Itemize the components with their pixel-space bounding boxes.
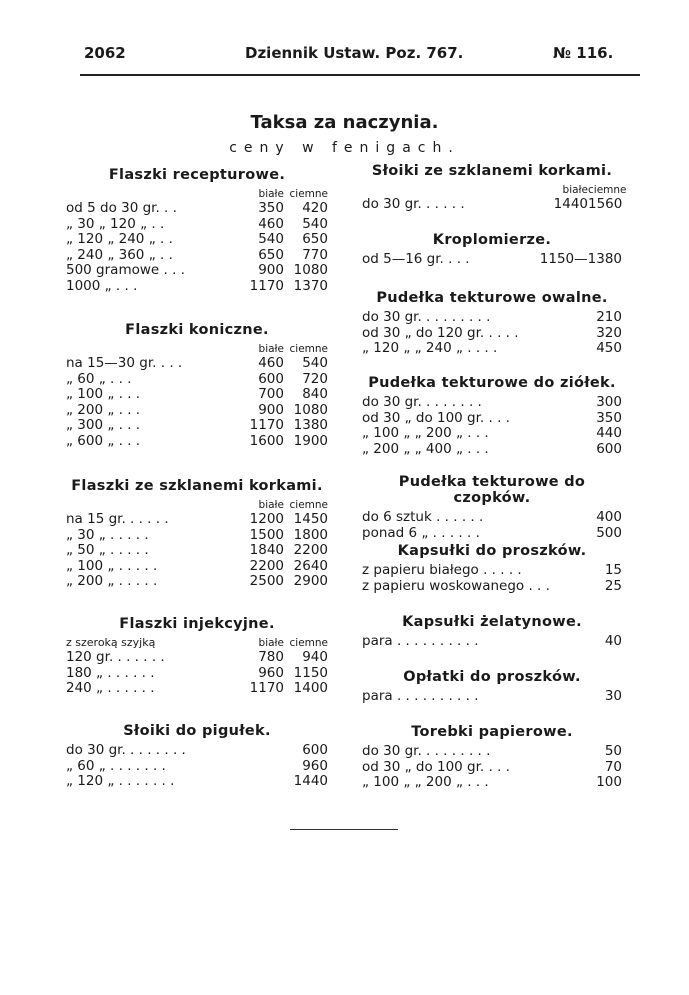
- column-headers: [66, 342, 328, 356]
- section-sloikork: [362, 163, 627, 213]
- header-rule: [80, 74, 640, 76]
- price-value: 210: [596, 309, 622, 325]
- price-value: 400: [596, 509, 622, 525]
- price-value: 1440: [553, 196, 588, 212]
- column-header: białe: [258, 499, 284, 511]
- price-row: [362, 326, 622, 342]
- row-label: „ 60 „ . . . . . . .: [66, 757, 166, 774]
- price-value: 700: [258, 386, 284, 402]
- row-label: z papieru białego . . . . .: [362, 562, 522, 578]
- column-header: białe: [258, 188, 284, 200]
- row-label: na 15—30 gr. . . .: [66, 355, 183, 371]
- section-ziolek: [362, 375, 622, 457]
- column-header: ciemne: [289, 637, 328, 649]
- section-kroplo: [362, 232, 622, 268]
- row-label: do 30 gr. . . . . . . .: [362, 394, 482, 410]
- section-receptur: [66, 167, 328, 294]
- price-value: 650: [302, 231, 328, 247]
- price-row: [362, 341, 622, 357]
- price-value: 1440: [293, 773, 328, 789]
- row-label: do 6 sztuk . . . . . .: [362, 509, 484, 525]
- price-value: 960: [302, 757, 328, 774]
- price-value: 1080: [293, 401, 328, 418]
- price-row: [362, 197, 622, 213]
- price-value: 100: [596, 774, 622, 790]
- section-zelat: [362, 614, 622, 650]
- section-pigul: [66, 723, 328, 790]
- row-label: „ 30 „ . . . . .: [66, 526, 149, 543]
- price-row: [66, 232, 328, 248]
- row-label: „ 300 „ . . .: [66, 417, 141, 433]
- price-row: [66, 201, 328, 217]
- price-row: [66, 356, 328, 372]
- section-note: z szeroką szyjką: [66, 636, 156, 649]
- section-czopk: [362, 474, 622, 541]
- price-value: 1170: [249, 277, 284, 294]
- price-value: 1800: [293, 526, 328, 543]
- column-header: białe: [258, 343, 284, 355]
- price-value: 2200: [293, 542, 328, 558]
- price-value: 600: [258, 370, 284, 387]
- row-label: „ 30 „ 120 „ . .: [66, 215, 165, 232]
- row-label: „ 50 „ . . . . .: [66, 542, 149, 558]
- issue-number: № 116.: [553, 44, 614, 62]
- price-row: [362, 563, 622, 579]
- price-value: 420: [302, 200, 328, 216]
- price-value: 50: [604, 743, 622, 759]
- section-konicz: [66, 322, 328, 449]
- row-label: „ 100 „ . . . . .: [66, 557, 158, 574]
- price-row: [66, 418, 328, 434]
- price-value: 1400: [293, 680, 328, 696]
- price-value: 460: [258, 215, 284, 232]
- price-row: [66, 759, 328, 775]
- price-value: 780: [258, 649, 284, 665]
- row-label: od 30 „ do 100 gr. . . .: [362, 758, 510, 775]
- section-heading: Słoiki do pigułek.: [123, 723, 271, 739]
- row-label: „ 600 „ . . .: [66, 432, 141, 449]
- row-label: „ 120 „ 240 „ . .: [66, 231, 173, 247]
- section-heading: Flaszki ze szklanemi korkami.: [71, 478, 323, 494]
- row-label: „ 100 „ . . .: [66, 386, 141, 402]
- price-row: [66, 559, 328, 575]
- row-label: „ 200 „ . . . . .: [66, 573, 158, 589]
- price-row: [66, 387, 328, 403]
- price-value: 1170: [249, 417, 284, 433]
- price-value: 540: [258, 231, 284, 247]
- price-row: [66, 743, 328, 759]
- price-value: 960: [258, 664, 284, 681]
- journal-title: Dziennik Ustaw. Poz. 767.: [245, 44, 464, 62]
- price-row: [66, 217, 328, 233]
- row-label: na 15 gr. . . . . .: [66, 511, 169, 527]
- row-label: „ 200 „ „ 400 „ . . .: [362, 440, 489, 457]
- section-heading: Kapsułki żelatynowe.: [402, 614, 582, 630]
- price-value: 70: [604, 758, 622, 775]
- row-label: do 30 gr. . . . . . . . .: [362, 743, 491, 759]
- price-row: [66, 574, 328, 590]
- row-label: 500 gramowe . . .: [66, 262, 185, 278]
- price-value: 440: [596, 425, 622, 441]
- column-header: ciemne: [289, 188, 328, 200]
- price-row: [66, 279, 328, 295]
- price-value: 940: [302, 649, 328, 665]
- row-label: od 5—16 gr. . . .: [362, 251, 470, 267]
- column-headers: [362, 183, 627, 197]
- price-row: [66, 512, 328, 528]
- column-header: ciemne: [289, 499, 328, 511]
- price-row: [362, 426, 622, 442]
- price-row: [66, 543, 328, 559]
- price-value: 900: [258, 401, 284, 418]
- section-heading: Kapsułki do proszków.: [397, 543, 587, 559]
- column-headers: [232, 636, 328, 650]
- section-szklkork: [66, 478, 328, 590]
- price-row: [362, 442, 622, 458]
- price-value: 1170: [249, 680, 284, 696]
- price-row: [66, 248, 328, 264]
- section-heading: Pudełka tekturowe owalne.: [376, 290, 608, 306]
- price-value: 1500: [249, 526, 284, 543]
- section-heading: Flaszki injekcyjne.: [119, 616, 275, 632]
- section-injekc: [66, 616, 328, 697]
- price-row: [362, 310, 622, 326]
- price-value: 1380: [293, 417, 328, 433]
- price-value: 40: [604, 633, 622, 649]
- price-value: 450: [596, 340, 622, 356]
- price-row: [362, 744, 622, 760]
- section-oplatki: [362, 669, 622, 705]
- price-row: [66, 263, 328, 279]
- price-value: 2200: [249, 557, 284, 574]
- row-label: od 30 „ do 120 gr. . . . .: [362, 324, 519, 341]
- price-row: [362, 634, 622, 650]
- price-value: 1200: [249, 511, 284, 527]
- price-row: [362, 395, 622, 411]
- section-heading: Opłatki do proszków.: [403, 669, 581, 685]
- price-value: 1080: [293, 262, 328, 278]
- row-label: 1000 „ . . .: [66, 277, 138, 294]
- price-value: 1150: [293, 664, 328, 681]
- price-row: [66, 774, 328, 790]
- section-heading: Torebki papierowe.: [411, 724, 573, 740]
- row-label: do 30 gr. . . . . .: [362, 196, 465, 212]
- price-value: 650: [258, 246, 284, 263]
- price-value: 540: [302, 355, 328, 371]
- column-header: białe: [562, 184, 588, 196]
- price-row: [66, 666, 328, 682]
- price-row: [362, 252, 622, 268]
- price-value: 1600: [249, 432, 284, 449]
- section-heading: Flaszki recepturowe.: [108, 167, 286, 183]
- price-value: 720: [302, 370, 328, 387]
- price-value: 1370: [293, 277, 328, 294]
- price-value: 350: [258, 200, 284, 216]
- price-row: [362, 579, 622, 595]
- row-label: ponad 6 „ . . . . . .: [362, 524, 480, 541]
- price-value: 15: [604, 562, 622, 578]
- price-value: 600: [596, 440, 622, 457]
- row-label: „ 120 „ . . . . . . .: [66, 773, 175, 789]
- price-row: [362, 760, 622, 776]
- price-value: 1900: [293, 432, 328, 449]
- price-row: [362, 411, 622, 427]
- price-value: 770: [302, 246, 328, 263]
- price-value: 30: [604, 688, 622, 704]
- row-label: para . . . . . . . . . .: [362, 633, 479, 649]
- price-value: 1150—1380: [539, 251, 622, 267]
- row-label: od 5 do 30 gr. . .: [66, 200, 177, 216]
- row-label: 180 „ . . . . . .: [66, 664, 155, 681]
- row-label: 120 gr. . . . . . .: [66, 649, 165, 665]
- row-label: „ 120 „ „ 240 „ . . . .: [362, 340, 498, 356]
- column-header: ciemne: [289, 343, 328, 355]
- price-row: [66, 372, 328, 388]
- price-value: 900: [258, 262, 284, 278]
- section-kapsul: [362, 543, 622, 594]
- section-owalne: [362, 290, 622, 357]
- price-row: [362, 526, 622, 542]
- section-heading: Pudełka tekturowe do czopków.: [398, 474, 586, 506]
- section-torebki: [362, 724, 622, 791]
- price-value: 320: [596, 324, 622, 341]
- row-label: para . . . . . . . . . .: [362, 688, 479, 704]
- row-label: do 30 gr. . . . . . . . .: [362, 309, 491, 325]
- price-row: [362, 775, 622, 791]
- price-value: 2640: [293, 557, 328, 574]
- price-row: [66, 681, 328, 697]
- price-value: 460: [258, 355, 284, 371]
- price-value: 540: [302, 215, 328, 232]
- column-headers: [66, 498, 328, 512]
- price-value: 300: [596, 394, 622, 410]
- price-value: 350: [596, 409, 622, 426]
- column-header: białe: [258, 637, 284, 649]
- price-value: 1450: [293, 511, 328, 527]
- section-heading: Kroplomierze.: [432, 232, 552, 248]
- row-label: „ 100 „ „ 200 „ . . .: [362, 774, 489, 790]
- section-heading: Słoiki ze szklanemi korkami.: [371, 163, 613, 179]
- column-headers: [66, 187, 328, 201]
- row-label: „ 60 „ . . .: [66, 370, 132, 387]
- row-label: z papieru woskowanego . . .: [362, 577, 550, 594]
- section-heading: Pudełka tekturowe do ziółek.: [368, 375, 616, 391]
- price-value: 840: [302, 386, 328, 402]
- price-value: 2900: [293, 573, 328, 589]
- price-value: 500: [596, 524, 622, 541]
- row-label: 240 „ . . . . . .: [66, 680, 155, 696]
- row-label: „ 240 „ 360 „ . .: [66, 246, 173, 263]
- price-value: 600: [302, 742, 328, 758]
- row-label: od 30 „ do 100 gr. . . .: [362, 409, 510, 426]
- page-number: 2062: [84, 44, 126, 62]
- price-value: 2500: [249, 573, 284, 589]
- price-value: 1560: [588, 196, 623, 212]
- price-value: 1840: [249, 542, 284, 558]
- price-value: 25: [604, 577, 622, 594]
- column-header: ciemne: [588, 184, 627, 196]
- row-label: „ 200 „ . . .: [66, 401, 141, 418]
- price-row: [66, 650, 328, 666]
- row-label: „ 100 „ „ 200 „ . . .: [362, 425, 489, 441]
- price-row: [362, 510, 622, 526]
- price-row: [66, 403, 328, 419]
- page-subtitle: ceny w fenigach.: [229, 140, 460, 156]
- price-row: [66, 528, 328, 544]
- row-label: do 30 gr. . . . . . . .: [66, 742, 186, 758]
- page-title: Taksa za naczynia.: [250, 112, 439, 133]
- footer-rule: [290, 829, 398, 830]
- price-row: [362, 689, 622, 705]
- price-row: [66, 434, 328, 450]
- section-heading: Flaszki koniczne.: [125, 322, 269, 338]
